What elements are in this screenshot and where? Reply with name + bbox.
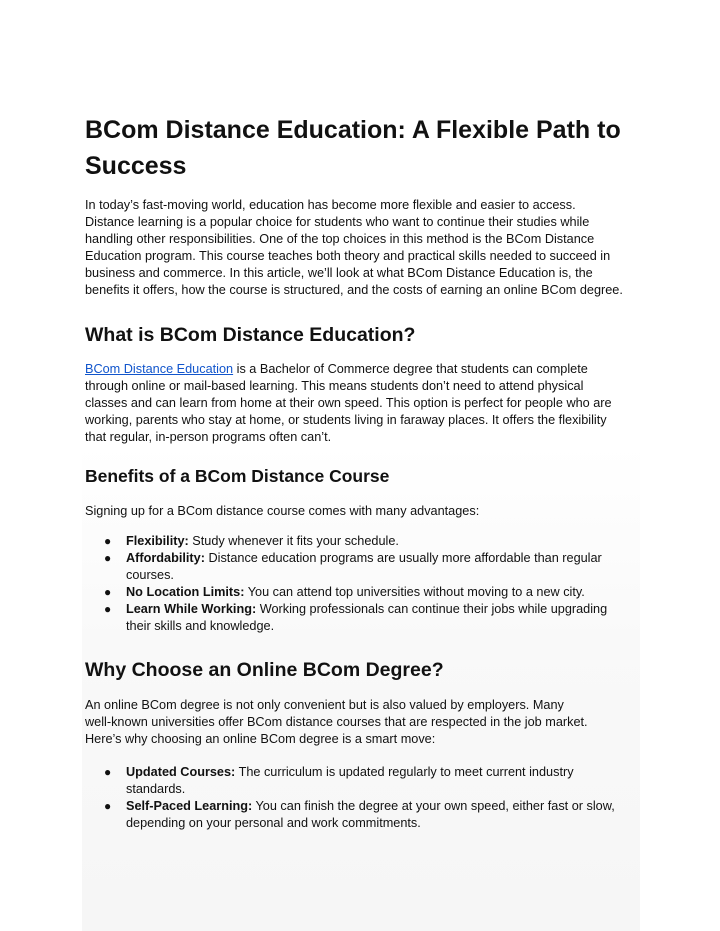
what-is-line: classes and can learn from home at their own speed. This option is perfect for people who are bbox=[85, 396, 612, 411]
what-is-line: working, parents who stay at home, or students living in faraway places. It offers the flexibility bbox=[85, 413, 607, 428]
intro-line: benefits it offers, how the course is structured, and the costs of earning an online BCom degree. bbox=[85, 283, 623, 298]
list-item-label: Learn While Working: bbox=[126, 602, 257, 617]
intro-line: Education program. This course teaches both theory and practical skills needed to succeed in bbox=[85, 249, 611, 264]
list-item-text: Distance education programs are usually more affordable than regular bbox=[204, 551, 602, 566]
list-item-text-continued: courses. bbox=[126, 568, 174, 583]
intro-line: handling other responsibilities. One of the top choices in this method is the BCom Distance bbox=[85, 232, 595, 247]
list-item bbox=[85, 764, 645, 798]
bullet-icon: ● bbox=[104, 534, 112, 548]
list-item-text-continued: standards. bbox=[126, 782, 186, 797]
section-heading-benefits: Benefits of a BCom Distance Course bbox=[85, 466, 390, 486]
why-choose-line: well-known universities offer BCom distance courses that are respected in the job market. bbox=[85, 715, 588, 730]
why-choose-line: An online BCom degree is not only convenient but is also valued by employers. Many bbox=[85, 698, 564, 712]
list-item bbox=[85, 798, 645, 832]
why-choose-list bbox=[85, 764, 645, 832]
list-item bbox=[85, 584, 645, 601]
list-item-text-continued: their skills and knowledge. bbox=[126, 619, 275, 634]
bullet-icon: ● bbox=[104, 585, 112, 600]
why-choose-line: Here’s why choosing an online BCom degree is a smart move: bbox=[85, 732, 436, 747]
intro-line: Distance learning is a popular choice for students who want to continue their studies while bbox=[85, 215, 590, 230]
intro-line: In today’s fast-moving world, education has become more flexible and easier to access. bbox=[85, 198, 576, 212]
bullet-icon: ● bbox=[104, 602, 112, 617]
why-choose-paragraph bbox=[85, 697, 645, 748]
list-item-label: Affordability: bbox=[126, 551, 205, 566]
list-item-label: Updated Courses: bbox=[126, 765, 236, 779]
what-is-line-rest: is a Bachelor of Commerce degree that students can complete bbox=[233, 362, 588, 376]
bullet-icon: ● bbox=[104, 551, 112, 566]
list-item-label: No Location Limits: bbox=[126, 585, 245, 600]
section-heading-why-choose: Why Choose an Online BCom Degree? bbox=[85, 659, 444, 681]
section-heading-what-is: What is BCom Distance Education? bbox=[85, 324, 416, 346]
list-item-text: You can finish the degree at your own speed, either fast or slow, bbox=[252, 799, 615, 814]
intro-paragraph bbox=[85, 197, 645, 300]
list-item-text: The curriculum is updated regularly to meet current industry bbox=[235, 765, 574, 779]
list-item-text: You can attend top universities without moving to a new city. bbox=[244, 585, 585, 600]
benefits-list bbox=[85, 533, 645, 636]
bullet-icon: ● bbox=[104, 799, 112, 814]
list-item-text-continued: depending on your personal and work commitments. bbox=[126, 816, 421, 831]
what-is-line: that regular, in-person programs often can’t. bbox=[85, 430, 332, 445]
what-is-paragraph bbox=[85, 361, 645, 446]
bullet-icon: ● bbox=[104, 765, 112, 779]
intro-line: business and commerce. In this article, we’ll look at what BCom Distance Education is, the bbox=[85, 266, 593, 281]
benefits-intro: Signing up for a BCom distance course comes with many advantages: bbox=[85, 504, 480, 518]
what-is-line: through online or mail-based learning. This means students don’t need to attend physical bbox=[85, 379, 584, 394]
list-item-text: Study whenever it fits your schedule. bbox=[188, 534, 399, 548]
list-item bbox=[85, 601, 645, 635]
list-item-text: Working professionals can continue their jobs while upgrading bbox=[256, 602, 608, 617]
list-item-label: Self-Paced Learning: bbox=[126, 799, 253, 814]
bcom-distance-education-link[interactable]: BCom Distance Education bbox=[85, 362, 234, 376]
list-item bbox=[85, 550, 645, 584]
what-is-line bbox=[85, 361, 645, 378]
list-item bbox=[85, 533, 645, 550]
article-title: BCom Distance Education: A Flexible Path to Success bbox=[85, 116, 621, 180]
list-item-label: Flexibility: bbox=[126, 534, 189, 548]
